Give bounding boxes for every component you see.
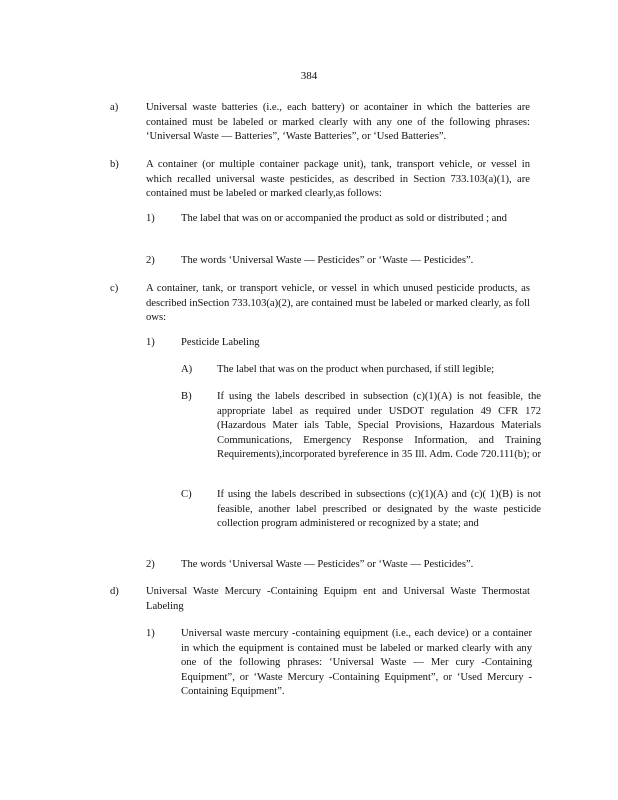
item-marker: c): [110, 283, 119, 294]
item-text: The label that was on the product when purchased, if still legible;: [217, 364, 495, 375]
item-text: Universal Waste Mercury -Containing Equipm ent and Universal Waste Thermostat Labeling: [146, 586, 530, 612]
item-marker: d): [110, 586, 119, 597]
item-text: If using the labels described in subsection (c)(1)(A) is not feasible, the appropriate label as required under USDOT regulation 49 CFR 172 (Hazardous Mater ials Table, Special Provisions, Hazardous Materials Communications, Emergency Response Information, and Training Requirements),incorporated byreference in 35 Ill. Adm. Code 720.111(b); or: [217, 391, 541, 461]
item-marker: B): [181, 391, 192, 402]
item-text: A container, tank, or transport vehicle, or vessel in which unused pesticide products, as described inSection 733.103(a)(2), are contained must be labeled or marked clearly, as foll ows:: [146, 283, 530, 324]
item-text: Universal waste mercury -containing equipment (i.e., each device) or a container in which the equipment is contained must be labeled or marked clearly with any one of the following phrases: ‘Universal Waste — Mer cury -Containing Equipment”, or ‘Waste Mercury -Containing Equipment”, or ‘Used Mercury -Containing Equipment”.: [181, 628, 532, 698]
item-marker: 1): [146, 628, 155, 639]
item-marker: A): [181, 364, 193, 375]
item-text: If using the labels described in subsections (c)(1)(A) and (c)( 1)(B) is not feasible, another label prescribed or designated by the waste pesticide collection program administered or recognized by a state; and: [217, 489, 541, 530]
item-text: Universal waste batteries (i.e., each battery) or acontainer in which the batteries are contained must be labeled or marked clearly with any one of the following phrases: ‘Universal Waste — Batteries”, ‘Waste Batteries”, or ‘Used Batteries”.: [146, 102, 530, 143]
item-text: The words ‘Universal Waste — Pesticides” or ‘Waste — Pesticides”.: [181, 255, 474, 266]
item-marker: 2): [146, 255, 155, 266]
item-marker: 2): [146, 559, 155, 570]
item-marker: b): [110, 159, 119, 170]
item-text: The words ‘Universal Waste — Pesticides” or ‘Waste — Pesticides”.: [181, 559, 474, 570]
item-marker: 1): [146, 213, 155, 224]
item-marker: a): [110, 102, 119, 113]
page-number: 384: [300, 70, 318, 82]
item-marker: C): [181, 489, 192, 500]
item-text: Pesticide Labeling: [181, 337, 260, 348]
item-text: A container (or multiple container package unit), tank, transport vehicle, or vessel in which recalled universal waste pesticides, as described in Section 733.103(a)(1), are contained must be labeled or marked clearly,as follows:: [146, 159, 530, 200]
item-marker: 1): [146, 337, 155, 348]
item-text: The label that was on or accompanied the product as sold or distributed ; and: [181, 213, 507, 224]
